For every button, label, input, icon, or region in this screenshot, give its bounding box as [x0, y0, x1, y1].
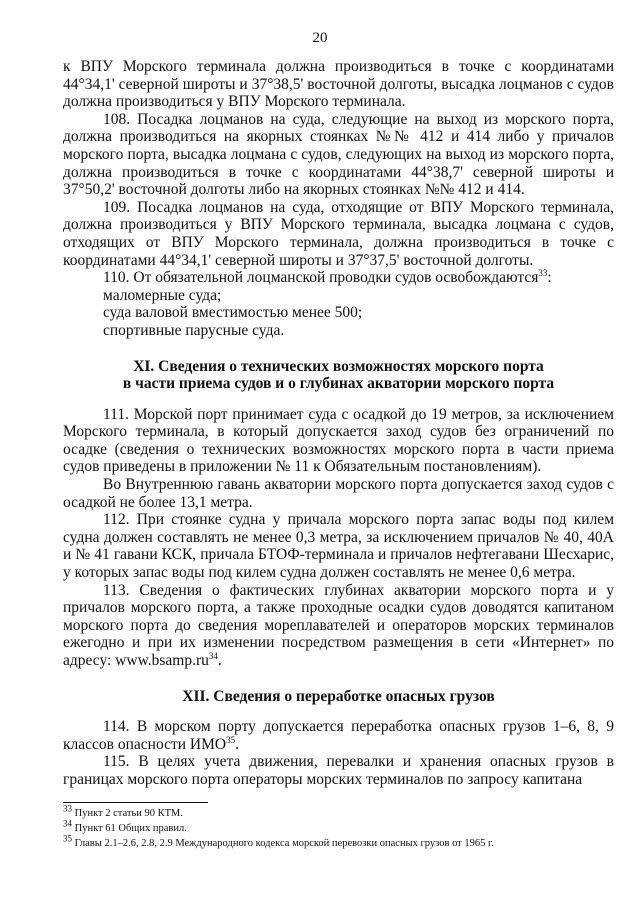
footnote-text: Пункт 61 Общих правил. [72, 823, 187, 834]
footnote-34 [63, 818, 614, 836]
paragraph-114-text: 114. В морском порту допускается переработка опасных грузов 1–6, 8, 9 классов опасности ИМО [63, 718, 614, 753]
section-heading-xi [63, 358, 614, 393]
footnote-mark: 35 [63, 833, 72, 844]
paragraph-113 [63, 582, 614, 670]
paragraph-111: 111. Морской порт принимает суда с осадкой до 19 метров, за исключением Морского терминала, в который допускается заход судов без ограничений по осадке (сведения о технических возможностях морского порта в части приема судов приведены в приложении № 11 к Обязательным постановлениям). [63, 405, 614, 476]
paragraph-115: 115. В целях учета движения, перевалки и хранения опасных грузов в границах морского порта операторы морских терминалов по запросу капитана [63, 753, 614, 788]
footnote-text: Главы 2.1–2.6, 2.8, 2.9 Международного кодекса морской перевозки опасных грузов от 1965 г. [72, 838, 494, 849]
paragraph-continuation: к ВПУ Морского терминала должна производиться в точке с координатами 44°34,1' северной широты и 37°38,5' восточной долготы, высадка лоцманов с судов должна производиться у ВПУ Морского терминала. [63, 58, 614, 111]
paragraph-111-inner-harbour: Во Внутреннюю гавань акватории морского порта допускается заход судов с осадкой не более 13,1 метра. [63, 476, 614, 511]
paragraph-108: 108. Посадка лоцманов на суда, следующие на выход из морского порта, должна производиться на якорных стоянках №№ 412 и 414 либо у причалов морского порта, высадка лоцмана с судов, следующих на выход из морского порта, должна производиться в точке с координатами 44°38,7' северной широты и 37°50,2' восточной долготы либо на якорных стоянках №№ 412 и 414. [63, 110, 614, 199]
paragraph-114 [63, 718, 614, 753]
footnote-mark: 34 [63, 818, 72, 829]
page-number: 20 [312, 30, 328, 46]
paragraph-112: 112. При стоянке судна у причала морского порта запас воды под килем судна должен составлять не менее 0,3 метра, за исключением причалов № 40, 40А и № 41 гавани КСК, причала БТОФ-терминала и причалов нефтегавани Шесхарис, у которых запас воды под килем судна должен составлять не менее 0,6 метра. [63, 511, 614, 582]
footnotes [63, 803, 614, 851]
paragraph-110-text: 110. От обязательной лоцманской проводки судов освобождаются [103, 269, 539, 287]
document-body [63, 58, 614, 789]
footnote-mark: 33 [63, 803, 72, 814]
paragraph-110-end: : [547, 269, 552, 287]
paragraph-113-end: . [217, 652, 222, 669]
paragraph-109: 109. Посадка лоцманов на суда, отходящие от ВПУ Морского терминала, должна производиться у ВПУ Морского терминала, высадка лоцмана с судов, отходящих от ВПУ Морского терминала, должна производиться в точке с координатами 44°34,1' северной широты и 37°37,5' восточной долготы. [63, 198, 614, 269]
exemption-item: суда валовой вместимостью менее 500; [103, 304, 363, 322]
section-heading-xii-text: XII. Сведения о переработке опасных грузов [182, 687, 495, 705]
footnote-ref-35: 35 [226, 734, 236, 745]
exemption-item: спортивные парусные суда. [103, 321, 285, 339]
footnote-ref-34: 34 [208, 650, 218, 661]
paragraph-113-text: 113. Сведения о фактических глубинах акватории морского порта и у причалов морского порта, а также проходные осадки судов доводятся капитаном морского порта до сведения мореплавателей и операторов морских терминалов ежегодно и при их изменении посредством размещения в сети «Интернет» по адресу: www.bsamp.ru [63, 581, 614, 669]
section-heading-xii [63, 688, 614, 706]
section-heading-xi-line2: в части приема судов и о глубинах акватории морского порта [122, 375, 555, 393]
footnote-33 [63, 803, 614, 821]
footnote-ref-33: 33 [538, 267, 548, 278]
footnote-35 [63, 833, 614, 851]
exemption-item: маломерные суда; [103, 286, 222, 304]
footnote-divider [63, 802, 208, 803]
section-heading-xi-line1: XI. Сведения о технических возможностях морского порта [133, 357, 544, 375]
paragraph-110 [63, 269, 614, 287]
paragraph-114-end: . [235, 735, 239, 753]
footnote-text: Пункт 2 статьи 90 КТМ. [72, 808, 183, 819]
